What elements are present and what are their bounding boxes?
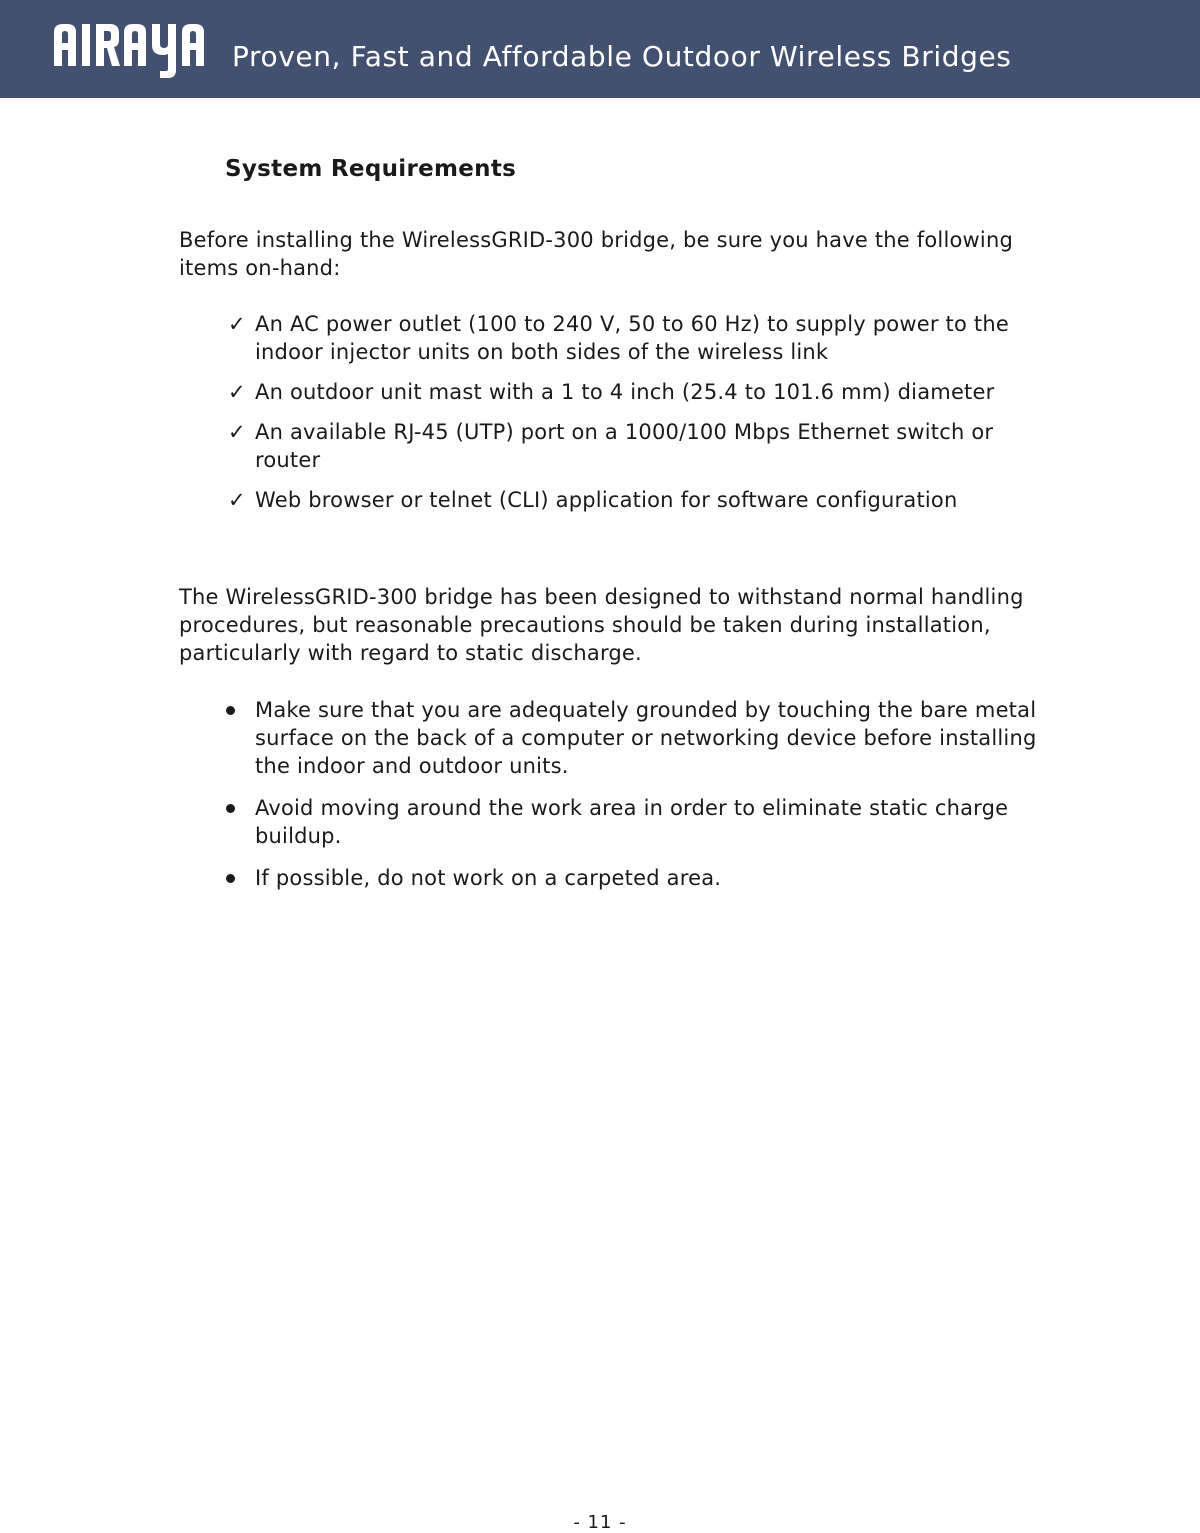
list-item-text: An AC power outlet (100 to 240 V, 50 to 60 Hz) to supply power to the indoor injector units on both sides of the wireless link	[255, 312, 1009, 364]
precautions-list	[0, 696, 1200, 906]
list-item	[0, 696, 1045, 780]
checkmark-icon: ✓	[228, 488, 246, 512]
airaya-logo	[52, 14, 212, 82]
list-item	[0, 794, 1045, 850]
page-number: - 11 -	[573, 1512, 627, 1533]
list-item	[0, 864, 1045, 892]
bullet-icon	[226, 706, 235, 715]
checkmark-icon: ✓	[228, 420, 246, 444]
header-tagline: Proven, Fast and Affordable Outdoor Wireless Bridges	[232, 40, 1012, 73]
list-item-text: Avoid moving around the work area in order to eliminate static charge buildup.	[255, 796, 1009, 848]
list-item-text: An outdoor unit mast with a 1 to 4 inch (25.4 to 101.6 mm) diameter	[255, 380, 995, 404]
list-item	[0, 418, 1045, 474]
caution-paragraph: The WirelessGRID-300 bridge has been designed to withstand normal handling procedures, but reasonable precautions should be taken during installation, particularly with regard to static discharge.	[179, 585, 1024, 665]
checkmark-icon: ✓	[228, 312, 246, 336]
list-item-text: Make sure that you are adequately grounded by touching the bare metal surface on the back of a computer or networking device before installing the indoor and outdoor units.	[255, 698, 1037, 778]
list-item	[0, 486, 1045, 514]
list-item	[0, 310, 1045, 366]
checkmark-icon: ✓	[228, 380, 246, 404]
section-title: System Requirements	[225, 156, 517, 182]
list-item-text: Web browser or telnet (CLI) application for software configuration	[255, 488, 958, 512]
list-item-text: If possible, do not work on a carpeted area.	[255, 866, 722, 890]
intro-paragraph: Before installing the WirelessGRID-300 bridge, be sure you have the following items on-hand:	[179, 228, 1013, 280]
list-item	[0, 378, 1045, 406]
bullet-icon	[226, 874, 235, 883]
bullet-icon	[226, 804, 235, 813]
list-item-text: An available RJ-45 (UTP) port on a 1000/100 Mbps Ethernet switch or router	[255, 420, 994, 472]
requirements-checklist	[0, 310, 1200, 526]
page-header	[0, 0, 1200, 98]
